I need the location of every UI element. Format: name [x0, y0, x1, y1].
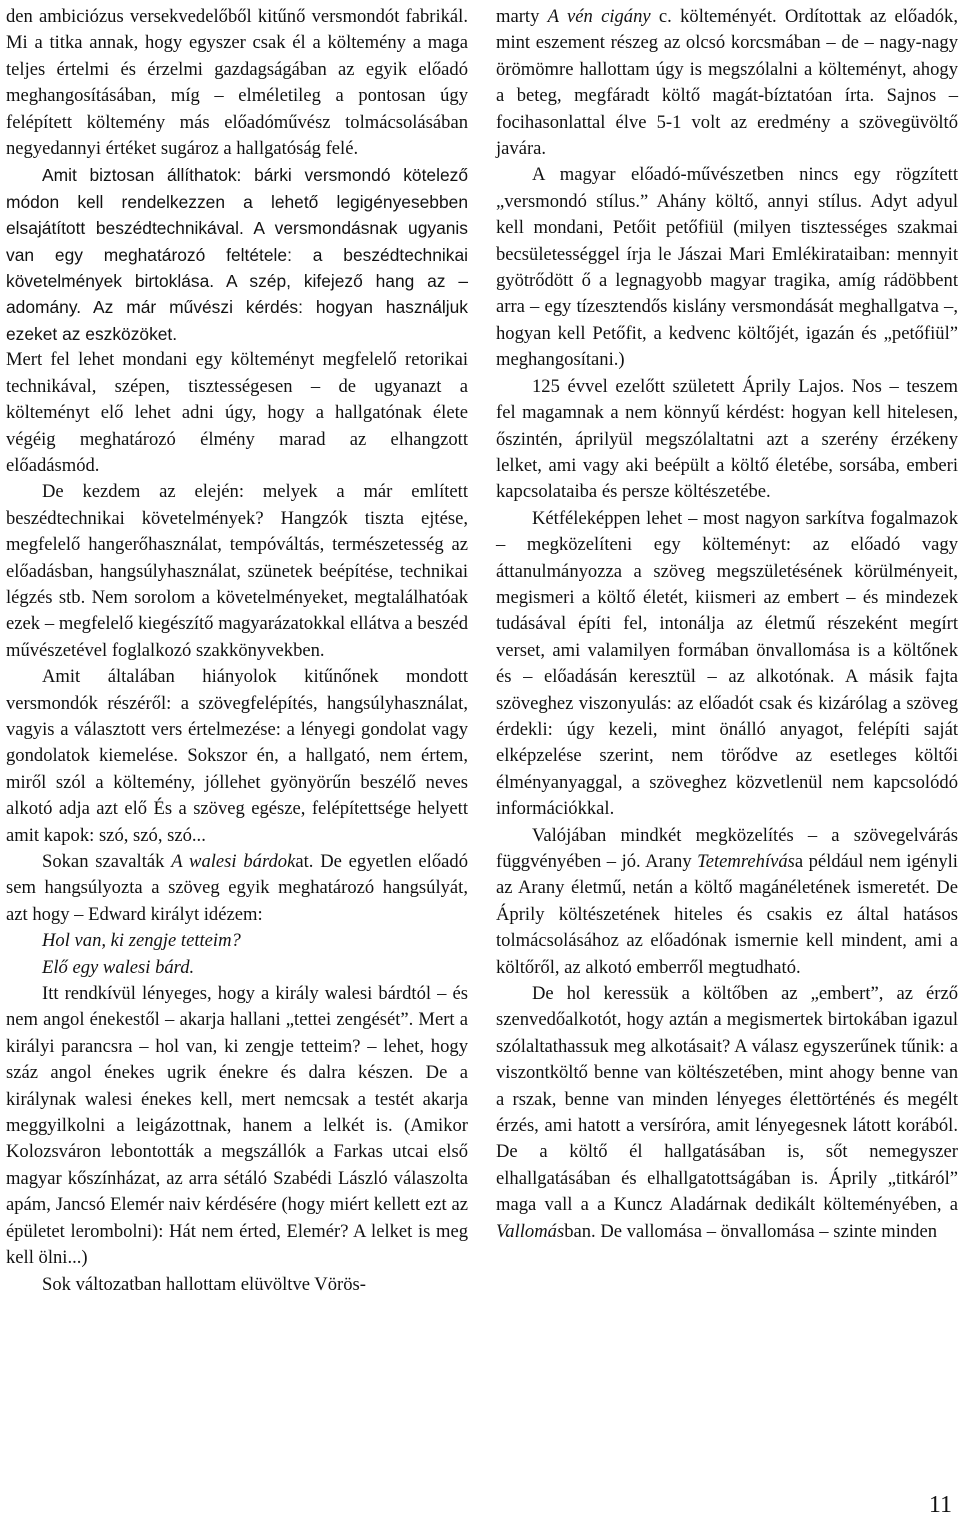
paragraph: Amit általában hiányolok kitűnőnek mondott versmondók részéről: a szövegfelépítés, hangsúlyhasználat, vagyis a választott vers értelmezése: a lényegi gondolat vagy gondolatok kiemelése. Sokszor én, a hallgató, nem értem, miről szól a költemény, jóllehet gyönyörűn beszélő neves alkotó adja azt elő És a szöveg egésze, felépítettsége helyett amit kapok: szó, szó, szó...	[6, 666, 468, 846]
paragraph-text: Valójában mindkét megközelítés – a szövegelvárás függvényében – jó. Arany	[496, 824, 958, 872]
page-number: 11	[928, 1492, 952, 1518]
paragraph: Sok változatban hallottam elüvöltve Vörös-	[42, 1273, 366, 1295]
paragraph-text: ban. De vallomása – önvallomása – szinte minden	[564, 1220, 937, 1242]
right-column	[496, 4, 958, 1245]
paragraph	[496, 823, 958, 981]
paragraph-text: at. De egyetlen előadó sem hangsúlyozta a szöveg egyik meghatározó hangsúlyát, azt hogy – Edward királyt idézem:	[6, 851, 468, 925]
paragraph	[496, 4, 958, 162]
paragraph-text: marty	[496, 6, 548, 27]
left-column	[6, 4, 468, 1298]
paragraph: A magyar előadó-művészetben nincs egy rögzített „versmondó stílus.” Ahány költő, annyi stílus. Adyt adyul kell mondani, Petőit petőfiül (milyen tisztességes szakmai becsületességgel írja le Jászai Mari Emlékirataiban: mennyit gyötrődött ő a legnagyobb magyar tragika, amíg rádöbbent arra – egy tízesztendős kislány versmondását meghallgatva –, hogyan kell Petőfit, a kedvenc költőjét, igazán és „petőfiül” meghangosítani.)	[496, 164, 958, 371]
poem-title: Tetemrehívás	[697, 851, 795, 872]
paragraph-text: a például nem igényli az Arany életmű, netán a költő magánéletének ismeretét. De Áprily költészetének hiteles és csakis ez által hatásos tolmácsolásához az előadónak ismernie kell mindent, ami a költőről, az alkotó emberről megtudható.	[496, 851, 958, 978]
paragraph: Amit biztosan állíthatok: bárki versmondó kötelező módon kell rendelkezzen a lehető legigényesebben elsajátított beszédtechnikával. A versmondásnak ugyanis van egy meghatározó feltétele: a beszédtechnikai követelmények birtoklása. A szép, kifejező hang az – adomány. Az már művészi kérdés: hogyan használjuk ezeket az eszközöket.	[6, 165, 468, 344]
paragraph-text: Sokan szavalták	[42, 851, 172, 872]
paragraph-text: c. költeményét. Ordítottak az előadók, mint eszement részeg az olcsó korcsmában – de – nagy-nagy örömömre hallottam úgy is megszólalni a költeményt, ahogy a beteg, megfáradt költő magát-bíztatóan írta. Sajnos – focihasonlattal élve 5-1 volt az eredmény a szövegüvöltő javára.	[496, 6, 958, 160]
paragraph-text: De hol keressük a költőben az „embert”, az érző szenvedőalkotót, hogy aztán a megismertek birtokában igazul szólaltathassuk meg alkotásait? A válasz egyszerűnek tűnik: a viszontköltő benne van költészetében, mint ahogy benne van a rszak, benne van minden lényeges élettörténés és megélt érzés, ami hatott a versíróra, amit lényegesnek látott korából. De a költő él hallgatásában is, sőt nemegyszer elhallgatásában és elhallgatottságában is. Áprily „titkáról” maga vall a a Kuncz Aladárnak dedikált költeményében, a	[496, 983, 958, 1216]
paragraph: Itt rendkívül lényeges, hogy a király walesi bárdtól – és nem angol énekestől – akarja hallani „tettei zengését”. Mert a királyi parancsra – hol van, ki zengje tetteim? – lehet, hogy száz angol énekes ugrik énekre és dalra készen. De a királynak walesi énekes kell, mert nemcsak a testét akarja meggyilkolni a leigázottnak, hanem a lelkét is. (Amikor Kolozsváron lebontották a megszállók a Farkas utcai első magyar kőszínházat, az arra sétáló Szabédi László válaszolta apám, Jancsó Elemér naiv kérdésére (hogy miért kellett ezt az épületet lerombolni): Hát nem érted, Elemér? A lelket is meg kell ölni...)	[6, 983, 468, 1269]
paragraph: Mert fel lehet mondani egy költeményt megfelelő retorikai technikával, szépen, tisztességesen – de ugyanazt a költeményt elő lehet adni úgy, hogy a hallgatónak élete végéig meghatározó élmény marad az elhangzott előadásmód.	[6, 349, 468, 476]
paragraph: 125 évvel ezelőtt született Áprily Lajos. Nos – teszem fel magamnak a nem könnyű kérdést: hogyan kell hitelesen, őszintén, áprilyül megszólaltatni azt a szerény érzékeny lelket, ami vagy aki beépült a költő életébe, sorsába, emberi kapcsolataiba és persze költészetébe.	[496, 375, 958, 503]
quoted-verse-line: Elő egy walesi bárd.	[42, 956, 195, 978]
paragraph	[6, 849, 468, 928]
quoted-verse-line: Hol van, ki zengje tetteim?	[42, 930, 241, 952]
paragraph	[496, 981, 958, 1245]
paragraph: den ambiciózus versekvedelőből kitűnő versmondót fabrikál. Mi a titka annak, hogy egyszer csak él a költemény a maga teljes értelmi és érzelmi gazdagságában az egyik előadó meghangosításában, míg – elméletileg a pontosan úgy felépített költemény más előadóművész tolmácsolásában negyedannyi értéket sugároz a hallgatóság felé.	[6, 6, 468, 160]
poem-title: A vén cigány	[547, 6, 651, 27]
poem-title: A walesi bárdok	[171, 851, 296, 872]
poem-title: Vallomás	[496, 1220, 565, 1242]
paragraph: De kezdem az elején: melyek a már említett beszédtechnikai követelmények? Hangzók tiszta ejtése, megfelelő hangerőhasználat, tempóváltás, természetesség az előadásban, hangsúlyhasználat, szünetek beépítése, technikai légzés stb. Nem sorolom a követelményeket, megtalálhatóak ezek – megfelelő kiegészítő magyarázatokkal ellátva a beszéd művészetével foglalkozó szakkönyvekben.	[6, 481, 468, 661]
paragraph: Kétféleképpen lehet – most nagyon sarkítva fogalmazok – megközelíteni egy költeményt: az előadó vagy áttanulmányozza a szöveg megszületésének körülményeit, megismeri a költő életét, kiismeri az embert – és mindezek tudásával építi fel, intonálja az életmű részeként megírt verset, ami valamilyen formában önvallomása is a költőnek és – előadásán keresztül – az alkotónak. A másik fajta szöveghez viszonyulás: az előadót csak és kizárólag a szöveg érdekli: úgy kezeli, mint önálló anyagot, felépíti saját elképzelése szerint, nem törődve az esetleges költői élményanyaggal, a szöveghez közvetlenül nem kapcsolódó információkkal.	[496, 507, 958, 820]
